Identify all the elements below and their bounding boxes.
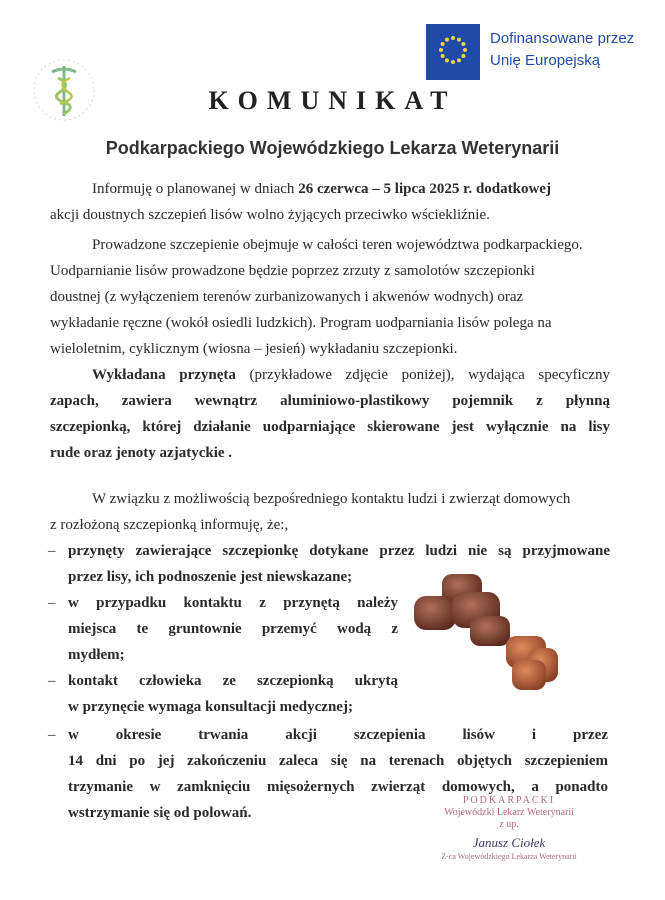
bullet3-line2: w przynęcie wymaga konsultacji medycznej; <box>68 699 353 715</box>
signature: Janusz Ciołek <box>472 835 546 850</box>
para1-line1 <box>92 176 612 202</box>
official-stamp <box>414 795 604 863</box>
para3-line4: rude oraz jenoty azjatyckie . <box>50 445 233 461</box>
eu-logo-text <box>490 28 634 72</box>
para3-line2: zapach, zawiera wewnątrz aluminiowo-plastikowy pojemnik z płynną <box>50 393 610 409</box>
campaign-dates: 26 czerwca – 5 lipca 2025 r. <box>298 181 473 197</box>
bullet2-line3: mydłem; <box>68 647 125 663</box>
bait-label: Wykładana przynęta <box>92 367 236 383</box>
para3-text: (przykładowe zdjęcie poniżej), wydająca specyficzny <box>235 367 611 383</box>
bullet4-line4: wstrzymanie się od polowań. <box>68 805 252 821</box>
bullet-dash: – <box>48 727 56 743</box>
bullet4-line2: 14 dni po jej zakończeniu zaleca się na terenach objętych szczepieniem <box>68 753 608 769</box>
bullet-dash: – <box>48 595 56 611</box>
para2-line2: Uodparnianie lisów prowadzone będzie poprzez zrzuty z samolotów szczepionki <box>50 263 535 279</box>
bullet4-line1: w okresie trwania akcji szczepienia lisów i przez <box>68 727 608 743</box>
stamp-line1: PODKARPACKI <box>462 795 556 806</box>
para2-line5: wieloletnim, cyklicznym (wiosna – jesień) wykładaniu szczepionki. <box>50 341 458 357</box>
stamp-line4: Z-ca Wojewódzkiego Lekarza Weterynarii <box>441 852 577 861</box>
bullet-dash: – <box>48 543 56 559</box>
para2-line3: doustnej (z wyłączeniem terenów zurbanizowanych i akwenów wodnych) oraz <box>50 289 524 305</box>
eu-flag-icon <box>426 24 480 80</box>
bullet2-line2: miejsca te gruntownie przemyć wodą z <box>68 621 398 637</box>
para1-text-b: dodatkowej <box>472 181 551 197</box>
eu-logo-line2: Unię Europejską <box>490 52 601 69</box>
para3-line3: szczepionką, której działanie uodparniające skierowane jest wyłącznie na lisy <box>50 419 610 435</box>
bullet3-line1: kontakt człowieka ze szczepionką ukrytą <box>68 673 398 689</box>
bullet4-line3: trzymanie w zamknięciu mięsożernych zwierząt domowych, a ponadto <box>68 779 608 795</box>
stamp-line3: z up. <box>499 819 519 830</box>
stamp-line2: Wojewódzki Lekarz Weterynarii <box>444 807 574 818</box>
para2-line1: Prowadzone szczepienie obejmuje w całości teren województwa podkarpackiego. <box>92 237 583 253</box>
vaccine-bait-photo <box>408 572 558 702</box>
eu-logo-line1: Dofinansowane przez <box>490 30 635 47</box>
para4-line1: W związku z możliwością bezpośredniego kontaktu ludzi i zwierząt domowych <box>92 491 571 507</box>
bullet1-line2: przez lisy, ich podnoszenie jest niewskazane; <box>68 569 353 585</box>
bullet1-line1: przynęty zawierające szczepionkę dotykane przez ludzi nie są przyjmowane <box>68 543 610 559</box>
para2-line4: wykładanie ręczne (wokół osiedli ludzkich). Program uodparniania lisów polega na <box>50 315 552 331</box>
para1-text-a: Informuję o planowanej w dniach <box>92 181 299 197</box>
eu-cofunding-logo <box>426 24 634 80</box>
bullet2-line1: w przypadku kontaktu z przynętą należy <box>68 595 398 611</box>
para4-line2: z rozłożoną szczepionką informuję, że:, <box>50 517 289 533</box>
page-title: KOMUNIKAT <box>208 86 457 115</box>
para3-line1 <box>92 362 610 388</box>
para1-line2: akcji doustnych szczepień lisów wolno żyjących przeciwko wściekliźnie. <box>50 207 490 223</box>
bullet-dash: – <box>48 673 56 689</box>
page-subtitle: Podkarpackiego Wojewódzkiego Lekarza Weterynarii <box>105 138 560 158</box>
